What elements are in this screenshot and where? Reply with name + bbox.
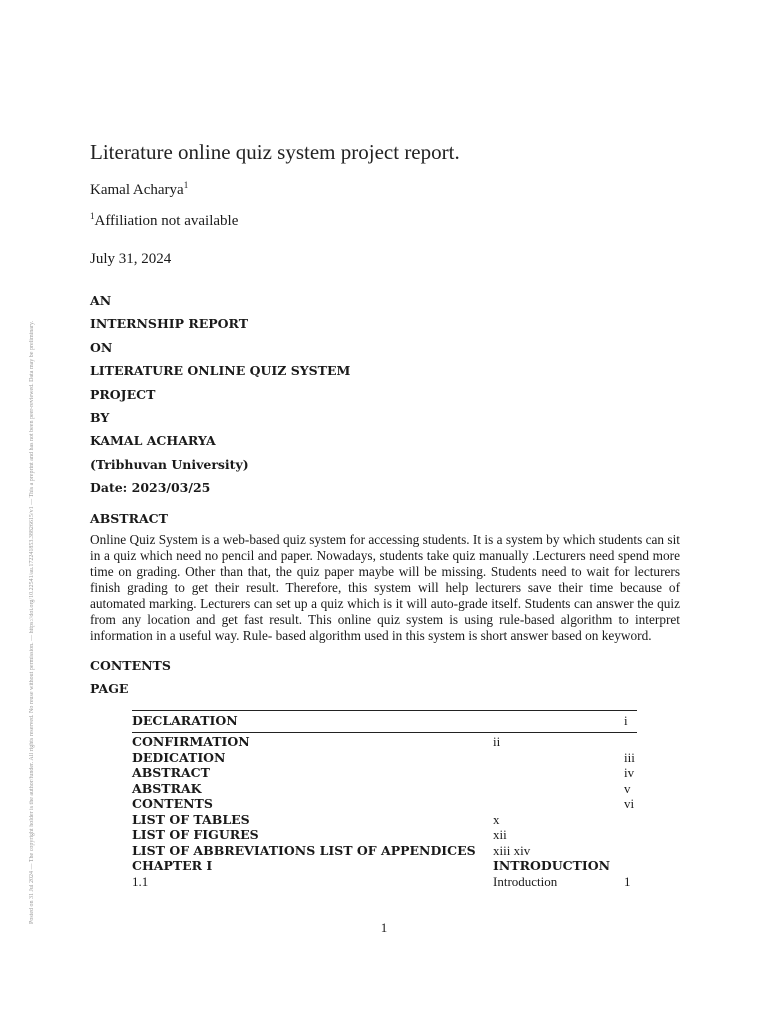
abstract-body: Online Quiz System is a web-based quiz system for accessing students. It is a system by which students can sit in a quiz which need no pencil and paper. Nowadays, students take quiz manually .Lecturers need spend more time on grading. Other than that, the quiz paper maybe will be missing. Students need to wait for lecturers finish grading to get their result. Therefore, this system will help lecturers save their time because of automated marking. Lecturers can set up a quiz which is it will auto-grade itself. Students can answer the quiz from any location and get fast result. This online quiz system is using rule-based algorithm to interpret information in a useful way. Rule- based algorithm used in this system is short answer based on keyword. — [90, 532, 680, 643]
toc-entry-page: vi — [624, 796, 635, 811]
heading-line: ON — [90, 339, 113, 355]
affiliation-line — [90, 213, 238, 230]
affiliation-text: Affiliation not available — [94, 213, 239, 229]
toc-entry-col2: xii — [493, 827, 507, 842]
page-heading: PAGE — [90, 681, 129, 696]
toc-row — [132, 796, 637, 812]
heading-line: (Tribhuvan University) — [90, 456, 249, 472]
toc-entry-col2: Introduction — [493, 873, 558, 889]
heading-line: Date: 2023/03/25 — [90, 480, 211, 496]
publication-date: July 31, 2024 — [90, 251, 172, 267]
toc-entry-title: DEDICATION — [132, 749, 226, 765]
toc-entry-col2: x — [493, 811, 500, 827]
toc-entry-col2: ii — [493, 734, 501, 749]
heading-line: AN — [90, 293, 112, 308]
toc-row — [132, 827, 637, 843]
heading-line: INTERNSHIP REPORT — [90, 316, 249, 332]
toc-row — [132, 812, 637, 828]
toc-entry-title: ABSTRACT — [132, 765, 210, 780]
abstract-heading: ABSTRACT — [90, 511, 168, 526]
heading-line: LITERATURE ONLINE QUIZ SYSTEM — [90, 363, 351, 379]
toc-header-rule — [132, 732, 637, 733]
author-line — [90, 182, 188, 199]
toc-entry-title: 1.1 — [132, 873, 149, 889]
toc-row — [132, 781, 637, 797]
toc-entry-col2: xiii xiv — [493, 842, 531, 858]
heading-line: KAMAL ACHARYA — [90, 433, 216, 449]
heading-line: PROJECT — [90, 386, 156, 402]
toc-header-row — [132, 711, 637, 732]
author-affiliation-marker: 1 — [183, 180, 189, 190]
toc-entry-title: LIST OF FIGURES — [132, 827, 259, 842]
toc-row — [132, 734, 637, 750]
toc-entry-title: ABSTRAK — [132, 780, 202, 796]
toc-entry-title: DECLARATION — [132, 713, 238, 728]
toc-entry-page: iv — [624, 765, 635, 780]
preprint-sidebar-notice: Posted on 31 Jul 2024 — The copyright holder is the author/funder. All rights reserved. No reuse without permission. — https://doi.org/10.22541/au.172241853.38826615/v1 — This a preprint and has not been peer-reviewed. Data may be preliminary. — [29, 320, 35, 924]
toc-entry-title: LIST OF TABLES — [132, 811, 250, 827]
toc-entry-title: CHAPTER I — [132, 858, 213, 873]
toc-entry-col2: INTRODUCTION — [493, 858, 611, 873]
toc-row — [132, 765, 637, 781]
toc-entry-page: v — [624, 780, 631, 796]
toc-entry-page: i — [624, 713, 628, 728]
toc-entry-page: iii — [624, 749, 635, 765]
toc-entry-title: LIST OF ABBREVIATIONS LIST OF APPENDICES — [132, 842, 476, 858]
affiliation-marker: 1 — [90, 211, 95, 221]
toc-entry-title: CONFIRMATION — [132, 734, 250, 749]
toc-row — [132, 750, 637, 766]
toc-entry-page: 1 — [624, 873, 631, 889]
toc-row — [132, 858, 637, 874]
paper-title: Literature online quiz system project report. — [90, 140, 460, 164]
toc-entry-title: CONTENTS — [132, 796, 213, 811]
heading-line: BY — [90, 409, 110, 425]
contents-heading: CONTENTS — [90, 658, 171, 673]
report-heading-block — [90, 291, 350, 502]
page-number: 1 — [380, 920, 388, 935]
toc-row — [132, 843, 637, 859]
table-of-contents — [132, 710, 637, 889]
author-name: Kamal Acharya — [90, 182, 184, 198]
toc-row — [132, 874, 637, 890]
